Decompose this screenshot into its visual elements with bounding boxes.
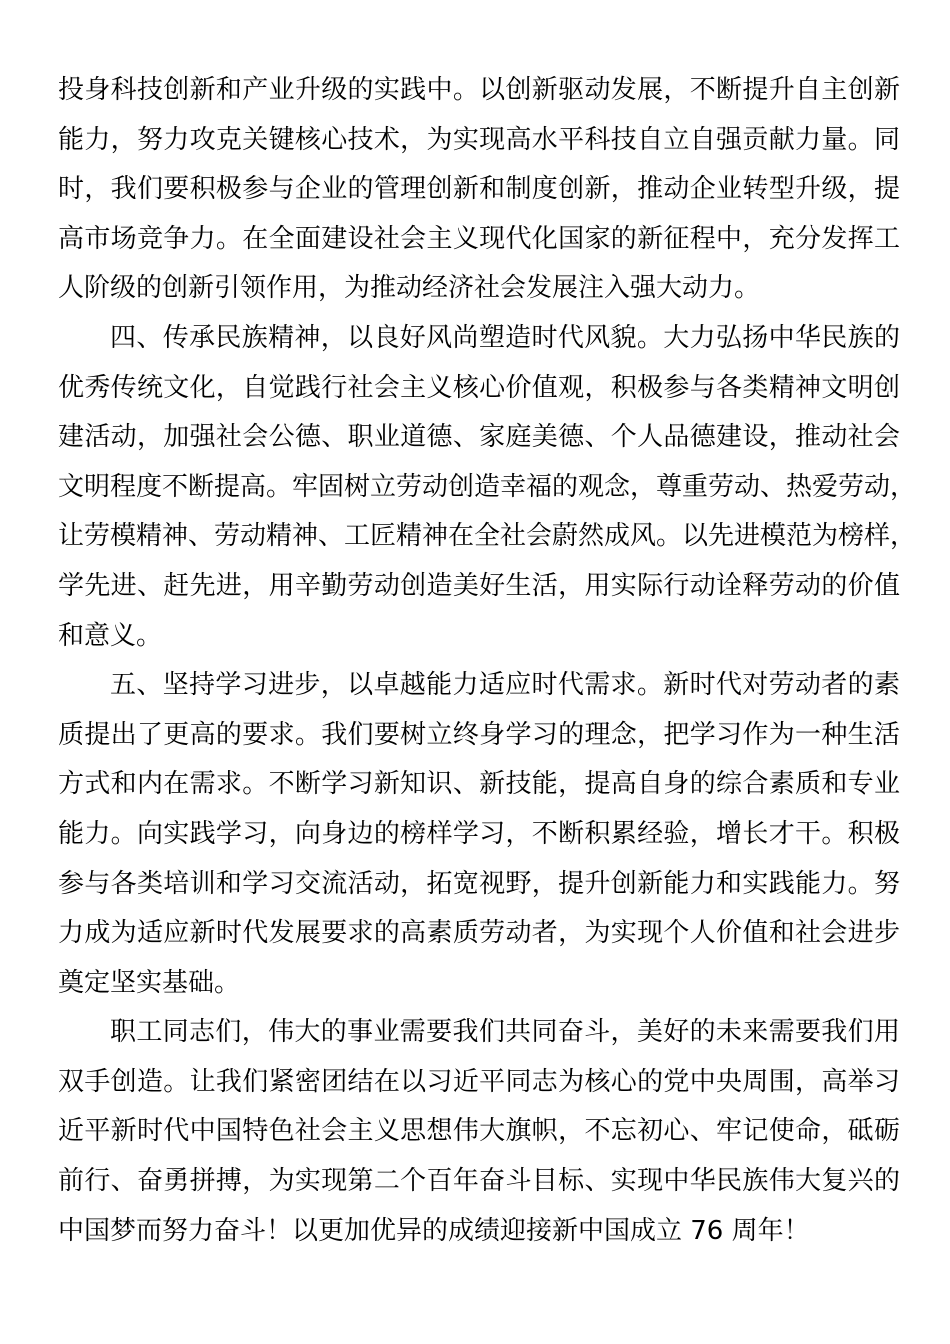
text-line: 投身科技创新和产业升级的实践中。以创新驱动发展，不断提升自主创新 (58, 75, 900, 105)
text-line: 质提出了更高的要求。我们要树立终身学习的理念，把学习作为一种生活 (58, 719, 900, 750)
text-line: 双手创造。让我们紧密团结在以习近平同志为核心的党中央周围，高举习 (58, 1066, 900, 1097)
text-line: 参与各类培训和学习交流活动，拓宽视野，提升创新能力和实践能力。努 (58, 868, 900, 899)
text-line: 力成为适应新时代发展要求的高素质劳动者，为实现个人价值和社会进步 (58, 918, 900, 949)
paragraph-learning (58, 661, 900, 1008)
text-line: 优秀传统文化，自觉践行社会主义核心价值观，积极参与各类精神文明创 (58, 372, 900, 403)
section-heading-line: 四、传承民族精神，以良好风尚塑造时代风貌。大力弘扬中华民族的 (110, 322, 900, 353)
text-line: 和意义。 (58, 620, 163, 651)
paragraph-innovation (58, 66, 900, 314)
text-line: 时，我们要积极参与企业的管理创新和制度创新，推动企业转型升级，提 (58, 174, 900, 205)
text-line: 能力，努力攻克关键核心技术，为实现高水平科技自立自强贡献力量。同 (58, 124, 900, 155)
text-line: 职工同志们，伟大的事业需要我们共同奋斗，美好的未来需要我们用 (110, 1017, 900, 1048)
paragraph-closing (58, 1008, 900, 1256)
text-line: 文明程度不断提高。牢固树立劳动创造幸福的观念，尊重劳动、热爱劳动， (58, 471, 917, 502)
text-line: 前行、奋勇拼搏，为实现第二个百年奋斗目标、实现中华民族伟大复兴的 (58, 1166, 900, 1197)
text-line: 方式和内在需求。不断学习新知识、新技能，提高自身的综合素质和专业 (58, 769, 900, 800)
document-page (58, 66, 917, 1256)
text-line: 学先进、赶先进，用辛勤劳动创造美好生活，用实际行动诠释劳动的价值 (58, 570, 900, 601)
text-line: 奠定坚实基础。 (58, 967, 241, 998)
text-line: 近平新时代中国特色社会主义思想伟大旗帜，不忘初心、牢记使命，砥砺 (58, 1116, 900, 1147)
text-line: 让劳模精神、劳动精神、工匠精神在全社会蔚然成风。以先进模范为榜样， (58, 521, 917, 552)
text-line: 高市场竞争力。在全面建设社会主义现代化国家的新征程中，充分发挥工 (58, 223, 900, 254)
text-line: 能力。向实践学习，向身边的榜样学习，不断积累经验，增长才干。积极 (58, 818, 900, 849)
text-line: 中国梦而努力奋斗！以更加优异的成绩迎接新中国成立 76 周年！ (58, 1215, 810, 1246)
text-line: 建活动，加强社会公德、职业道德、家庭美德、个人品德建设，推动社会 (58, 422, 900, 453)
text-line: 人阶级的创新引领作用，为推动经济社会发展注入强大动力。 (58, 273, 761, 304)
section-heading-line: 五、坚持学习进步，以卓越能力适应时代需求。新时代对劳动者的素 (110, 670, 900, 701)
paragraph-national-spirit (58, 314, 917, 661)
